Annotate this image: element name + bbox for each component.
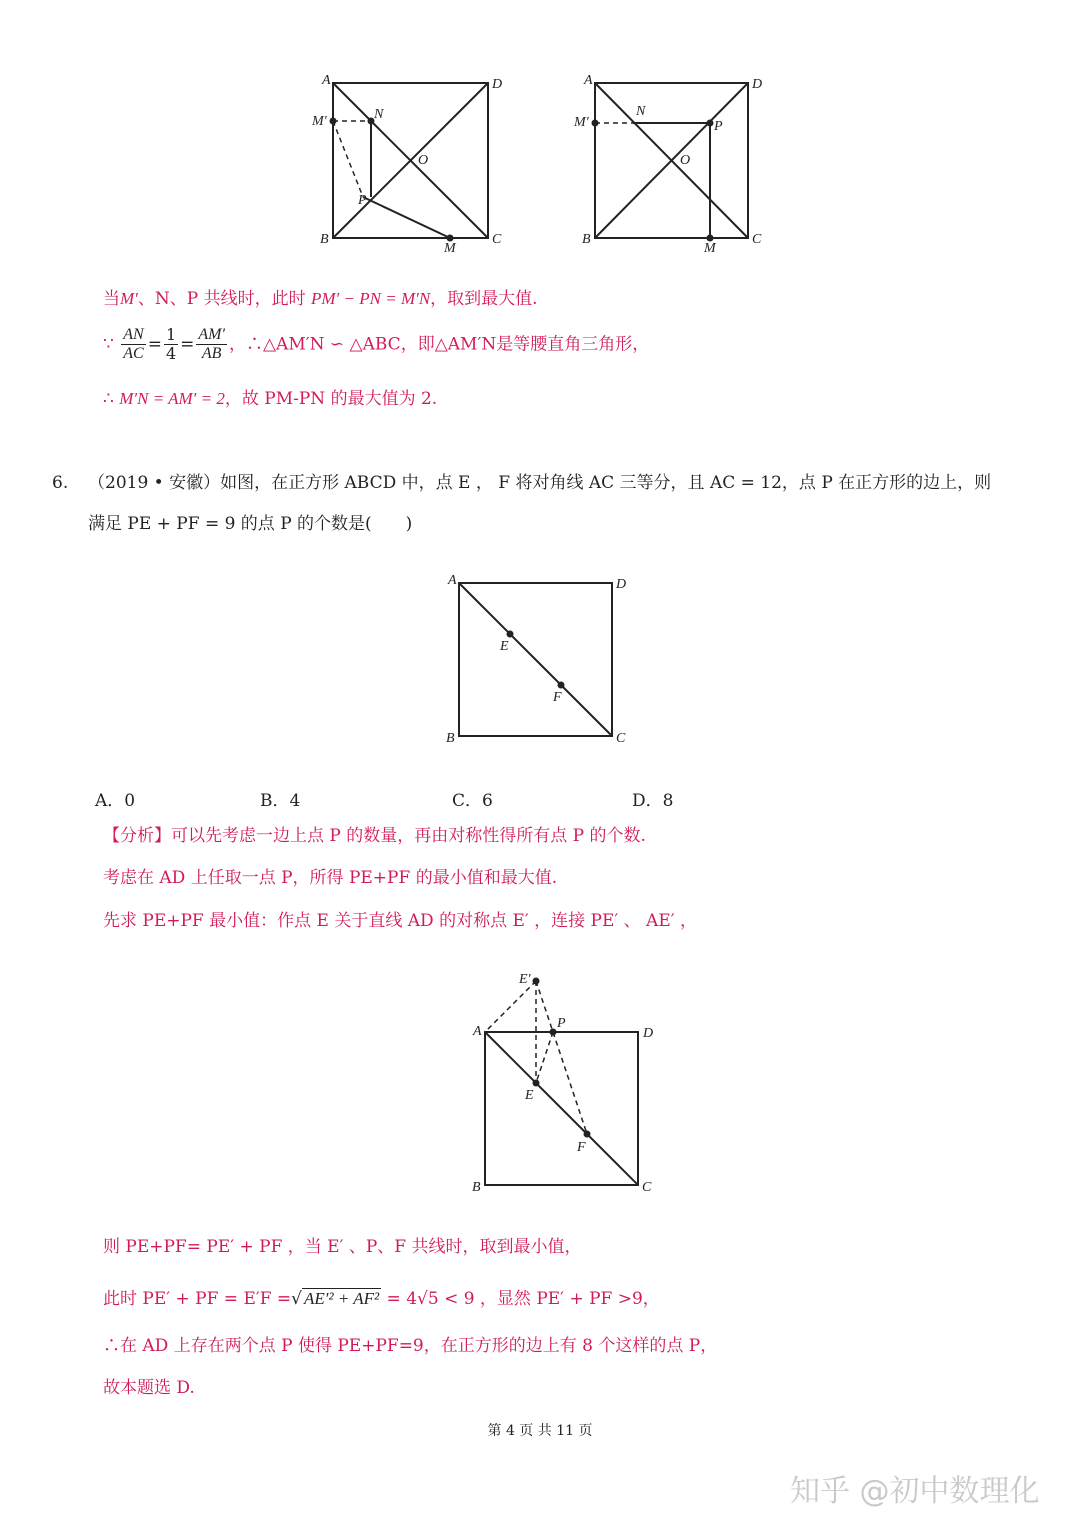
figure-top-right xyxy=(570,70,770,260)
label-P: P xyxy=(358,193,367,208)
question-line-2: 满足 PE + PF = 9 的点 P 的个数是( ) xyxy=(88,514,413,534)
option-c: C．6 xyxy=(452,791,493,811)
label-M-prime: M' xyxy=(312,114,327,129)
label-C: C xyxy=(616,731,626,746)
label-B: B xyxy=(320,232,329,247)
option-d: D．8 xyxy=(632,791,674,811)
label-C: C xyxy=(492,232,502,247)
label-C: C xyxy=(642,1180,652,1195)
label-P: P xyxy=(557,1016,566,1031)
solution-prev-line-1: 当M′、N、P 共线时，此时 PM′ − PN = M′N，取到最大值. xyxy=(103,289,538,309)
label-B: B xyxy=(582,232,591,247)
label-C: C xyxy=(752,232,762,247)
label-E-prime: E' xyxy=(519,972,531,987)
label-D: D xyxy=(492,77,503,92)
option-b: B．4 xyxy=(260,791,301,811)
label-A: A xyxy=(448,573,457,588)
question-line-1: （2019 • 安徽）如图，在正方形 ABCD 中，点 E ， F 将对角线 AC 三等分，且 AC = 12，点 P 在正方形的边上，则 xyxy=(88,473,992,493)
label-B: B xyxy=(472,1180,481,1195)
page-footer: 第 4 页 共 11 页 xyxy=(487,1423,593,1439)
analysis-line-2: 考虑在 AD 上任取一点 P，所得 PE+PF 的最小值和最大值. xyxy=(103,868,558,888)
analysis-line-3: 先求 PE+PF 最小值：作点 E 关于直线 AD 的对称点 E′ ，连接 PE′ 、 AE′ ， xyxy=(103,911,698,931)
conclusion-line-2: 此时 PE′ + PF = E′F =√ AE′² + AF² = 4√5 < 9 ，显然 PE′ + PF >9， xyxy=(103,1289,660,1309)
figure-top-left xyxy=(310,70,510,260)
conclusion-line-3: ∴在 AD 上存在两个点 P 使得 PE+PF=9，在正方形的边上有 8 个这样的点 P， xyxy=(103,1336,718,1356)
solution-prev-line-2: ∵ $\frac{AN}{AC}$ = $\frac{1}{4}$ = $\frac{AM'}{AB}$ ，∴△AM′N ∽ △ABC，即△AM′N是等腰直角三角形， xyxy=(103,325,650,364)
label-N: N xyxy=(636,104,646,119)
label-B: B xyxy=(446,731,455,746)
label-A: A xyxy=(473,1024,482,1039)
conclusion-line-4: 故本题选 D. xyxy=(103,1378,195,1398)
analysis-line-1: 【分析】可以先考虑一边上点 P 的数量，再由对称性得所有点 P 的个数. xyxy=(103,826,646,846)
label-E: E xyxy=(500,639,509,654)
label-N: N xyxy=(374,107,384,122)
label-M: M xyxy=(704,241,716,256)
figure-solution xyxy=(465,965,665,1200)
question-number: 6. xyxy=(52,473,69,493)
label-F: F xyxy=(577,1140,586,1155)
label-O: O xyxy=(680,153,691,168)
label-D: D xyxy=(616,577,627,592)
label-D: D xyxy=(643,1026,654,1041)
label-E: E xyxy=(525,1088,534,1103)
watermark: 知乎 @初中数理化 xyxy=(790,1474,1040,1509)
option-a: A．0 xyxy=(95,791,136,811)
label-A: A xyxy=(322,73,331,88)
solution-prev-line-3: ∴ M′N = AM′ = 2，故 PM-PN 的最大值为 2. xyxy=(103,389,438,409)
label-M: M xyxy=(444,241,456,256)
label-P: P xyxy=(714,119,723,134)
label-O: O xyxy=(418,153,429,168)
label-M-prime: M' xyxy=(574,115,589,130)
conclusion-line-1: 则 PE+PF= PE′ + PF ，当 E′ 、P、F 共线时，取到最小值， xyxy=(103,1237,582,1257)
label-F: F xyxy=(553,690,562,705)
label-A: A xyxy=(584,73,593,88)
figure-problem xyxy=(440,570,640,750)
label-D: D xyxy=(752,77,763,92)
